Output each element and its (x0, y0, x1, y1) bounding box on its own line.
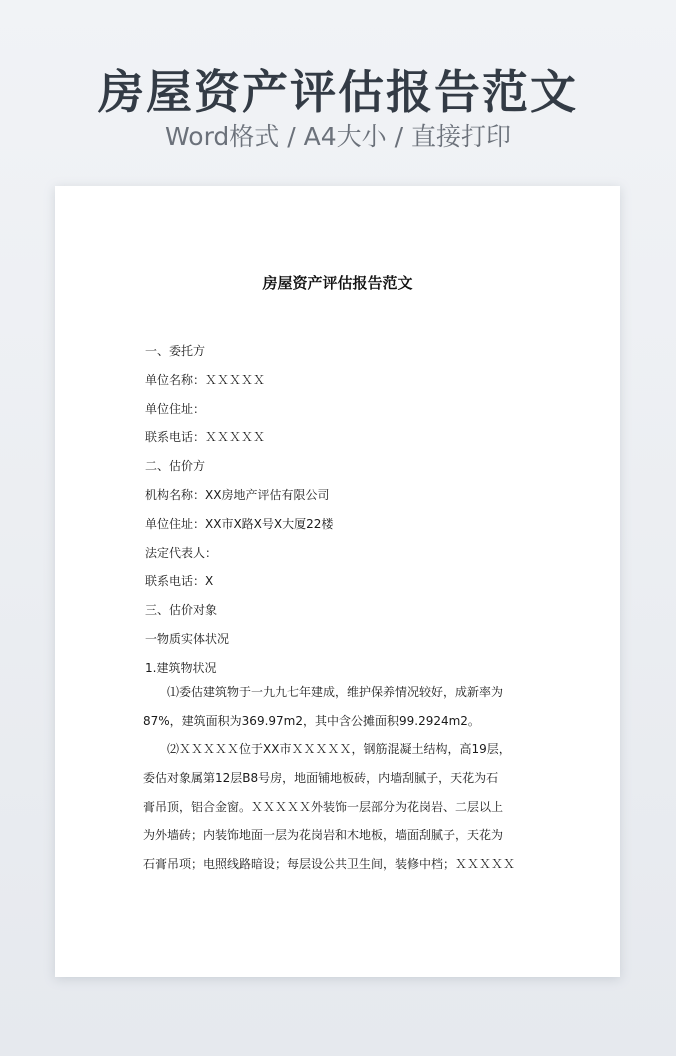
document-page (55, 186, 620, 977)
paragraph-line: 为外墙砖；内装饰地面一层为花岗岩和木地板，墙面刮腻子，天花为 (143, 828, 504, 843)
paragraph-line: ⑴委估建筑物于一九九七年建成，维护保养情况较好，成新率为 (167, 685, 504, 699)
subsection-heading-physical: 一物质实体状况 (145, 631, 230, 646)
banner (0, 0, 676, 186)
document-title: 房屋资产评估报告范文 (262, 274, 413, 292)
client-name-line: 单位名称：ＸＸＸＸＸ (145, 372, 266, 387)
paragraph-line: ⑵ＸＸＸＸＸ位于XX市ＸＸＸＸＸ，钢筋混凝土结构，高19层， (167, 742, 511, 756)
subsection-heading-building: 1.建筑物状况 (145, 660, 217, 675)
section-heading-object: 三、估价对象 (145, 603, 218, 618)
legal-representative-line: 法定代表人： (145, 545, 218, 560)
appraiser-name-line: 机构名称：XX房地产评估有限公司 (145, 487, 330, 502)
paragraph-building-structure (143, 735, 528, 879)
appraiser-phone-line: 联系电话：X (145, 574, 214, 589)
banner-subtitle: Word格式 / A4大小 / 直接打印 (165, 122, 511, 151)
client-address-line: 单位住址： (145, 401, 206, 416)
paragraph-line: 石膏吊项；电照线路暗设；每层设公共卫生间，装修中档；ＸＸＸＸＸ (143, 857, 516, 872)
paragraph-line: 委估对象属第12层B8号房，地面铺地板砖，内墙刮腻子，天花为石 (143, 770, 499, 785)
document-body (145, 337, 530, 683)
paragraph-building-age (143, 678, 528, 736)
appraiser-address-line: 单位住址：XX市X路X号X大厦22楼 (145, 516, 334, 531)
paragraph-line: 膏吊顶，铝合金窗。ＸＸＸＸＸ外装饰一层部分为花岗岩、二层以上 (143, 799, 504, 814)
paragraph-line: 87%，建筑面积为369.97m2，其中含公摊面积99.2924m2。 (143, 713, 480, 728)
section-heading-client: 一、委托方 (145, 344, 206, 358)
client-phone-line: 联系电话：ＸＸＸＸＸ (145, 430, 266, 445)
banner-title: 房屋资产评估报告范文 (98, 65, 578, 119)
section-heading-appraiser: 二、估价方 (145, 459, 206, 474)
